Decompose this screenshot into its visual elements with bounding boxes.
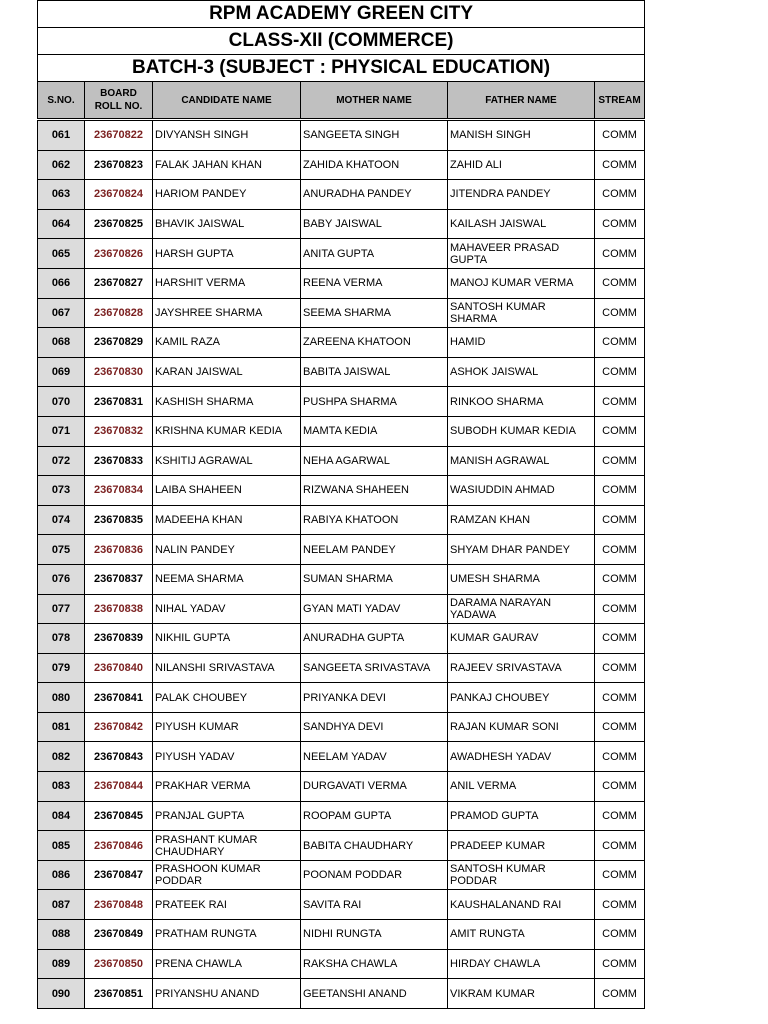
table-row	[38, 120, 645, 151]
row-board-roll-number: 23670834	[85, 476, 153, 506]
row-board-roll-number: 23670850	[85, 949, 153, 979]
row-stream: COMM	[595, 298, 645, 328]
row-serial-number: 069	[38, 357, 85, 387]
row-candidate-name: FALAK JAHAN KHAN	[153, 150, 301, 180]
row-stream: COMM	[595, 594, 645, 624]
row-stream: COMM	[595, 949, 645, 979]
row-serial-number: 082	[38, 742, 85, 772]
row-serial-number: 074	[38, 505, 85, 535]
row-board-roll-number: 23670837	[85, 564, 153, 594]
row-mother-name: NEELAM YADAV	[301, 742, 448, 772]
row-mother-name: ANURADHA GUPTA	[301, 624, 448, 654]
row-serial-number: 079	[38, 653, 85, 683]
row-board-roll-number: 23670825	[85, 209, 153, 239]
row-mother-name: BABITA JAISWAL	[301, 357, 448, 387]
row-stream: COMM	[595, 120, 645, 151]
row-candidate-name: HARSHIT VERMA	[153, 268, 301, 298]
row-stream: COMM	[595, 476, 645, 506]
row-father-name: SANTOSH KUMAR SHARMA	[448, 298, 595, 328]
row-serial-number: 070	[38, 387, 85, 417]
row-serial-number: 090	[38, 979, 85, 1009]
column-header-stream: STREAM	[595, 82, 645, 120]
column-header-candidate-name: CANDIDATE NAME	[153, 82, 301, 120]
row-candidate-name: JAYSHREE SHARMA	[153, 298, 301, 328]
row-father-name: MANISH SINGH	[448, 120, 595, 151]
row-mother-name: GEETANSHI ANAND	[301, 979, 448, 1009]
row-candidate-name: PRAKHAR VERMA	[153, 772, 301, 802]
title-row-class	[38, 28, 645, 55]
row-candidate-name: MADEEHA KHAN	[153, 505, 301, 535]
row-mother-name: ZAREENA KHATOON	[301, 328, 448, 358]
table-row	[38, 564, 645, 594]
row-mother-name: POONAM PODDAR	[301, 860, 448, 890]
row-father-name: RAMZAN KHAN	[448, 505, 595, 535]
table-row	[38, 772, 645, 802]
row-stream: COMM	[595, 920, 645, 950]
row-serial-number: 067	[38, 298, 85, 328]
row-stream: COMM	[595, 772, 645, 802]
row-serial-number: 086	[38, 860, 85, 890]
row-candidate-name: PALAK CHOUBEY	[153, 683, 301, 713]
row-candidate-name: PRIYANSHU ANAND	[153, 979, 301, 1009]
table-row	[38, 150, 645, 180]
row-father-name: VIKRAM KUMAR	[448, 979, 595, 1009]
table-row	[38, 683, 645, 713]
row-stream: COMM	[595, 268, 645, 298]
row-board-roll-number: 23670840	[85, 653, 153, 683]
row-stream: COMM	[595, 535, 645, 565]
table-row	[38, 653, 645, 683]
row-board-roll-number: 23670826	[85, 239, 153, 269]
row-father-name: AWADHESH YADAV	[448, 742, 595, 772]
table-row	[38, 535, 645, 565]
row-candidate-name: PRASHOON KUMAR PODDAR	[153, 860, 301, 890]
row-father-name: KAUSHALANAND RAI	[448, 890, 595, 920]
row-board-roll-number: 23670841	[85, 683, 153, 713]
table-row	[38, 239, 645, 269]
row-father-name: RINKOO SHARMA	[448, 387, 595, 417]
table-row	[38, 298, 645, 328]
row-candidate-name: BHAVIK JAISWAL	[153, 209, 301, 239]
row-board-roll-number: 23670838	[85, 594, 153, 624]
row-board-roll-number: 23670843	[85, 742, 153, 772]
row-mother-name: SUMAN SHARMA	[301, 564, 448, 594]
table-row	[38, 416, 645, 446]
row-father-name: AMIT RUNGTA	[448, 920, 595, 950]
row-candidate-name: PRANJAL GUPTA	[153, 801, 301, 831]
batch-title: BATCH-3 (SUBJECT : PHYSICAL EDUCATION)	[38, 55, 645, 82]
row-board-roll-number: 23670823	[85, 150, 153, 180]
row-mother-name: SANGEETA SINGH	[301, 120, 448, 151]
row-stream: COMM	[595, 831, 645, 861]
row-candidate-name: PIYUSH YADAV	[153, 742, 301, 772]
row-father-name: ZAHID ALI	[448, 150, 595, 180]
row-father-name: MANISH AGRAWAL	[448, 446, 595, 476]
row-candidate-name: HARIOM PANDEY	[153, 180, 301, 210]
row-board-roll-number: 23670849	[85, 920, 153, 950]
row-mother-name: RAKSHA CHAWLA	[301, 949, 448, 979]
table-row	[38, 328, 645, 358]
row-board-roll-number: 23670842	[85, 712, 153, 742]
row-candidate-name: KSHITIJ AGRAWAL	[153, 446, 301, 476]
row-stream: COMM	[595, 801, 645, 831]
row-father-name: ANIL VERMA	[448, 772, 595, 802]
row-stream: COMM	[595, 209, 645, 239]
row-board-roll-number: 23670839	[85, 624, 153, 654]
table-row	[38, 979, 645, 1009]
row-serial-number: 089	[38, 949, 85, 979]
row-mother-name: REENA VERMA	[301, 268, 448, 298]
row-board-roll-number: 23670835	[85, 505, 153, 535]
row-board-roll-number: 23670831	[85, 387, 153, 417]
row-mother-name: MAMTA KEDIA	[301, 416, 448, 446]
column-header-row	[38, 82, 645, 120]
row-father-name: HAMID	[448, 328, 595, 358]
row-board-roll-number: 23670833	[85, 446, 153, 476]
row-serial-number: 078	[38, 624, 85, 654]
row-father-name: DARAMA NARAYAN YADAWA	[448, 594, 595, 624]
row-mother-name: NIDHI RUNGTA	[301, 920, 448, 950]
row-candidate-name: PRASHANT KUMAR CHAUDHARY	[153, 831, 301, 861]
row-stream: COMM	[595, 446, 645, 476]
row-father-name: MANOJ KUMAR VERMA	[448, 268, 595, 298]
row-mother-name: PRIYANKA DEVI	[301, 683, 448, 713]
row-serial-number: 073	[38, 476, 85, 506]
row-mother-name: NEHA AGARWAL	[301, 446, 448, 476]
table-row	[38, 920, 645, 950]
row-father-name: MAHAVEER PRASAD GUPTA	[448, 239, 595, 269]
row-serial-number: 068	[38, 328, 85, 358]
row-stream: COMM	[595, 860, 645, 890]
row-board-roll-number: 23670824	[85, 180, 153, 210]
row-candidate-name: PRENA CHAWLA	[153, 949, 301, 979]
row-candidate-name: PRATHAM RUNGTA	[153, 920, 301, 950]
row-stream: COMM	[595, 505, 645, 535]
row-candidate-name: NEEMA SHARMA	[153, 564, 301, 594]
row-board-roll-number: 23670830	[85, 357, 153, 387]
table-row	[38, 387, 645, 417]
row-mother-name: NEELAM PANDEY	[301, 535, 448, 565]
column-header-roll: BOARD ROLL NO.	[85, 82, 153, 120]
row-board-roll-number: 23670844	[85, 772, 153, 802]
column-header-father-name: FATHER NAME	[448, 82, 595, 120]
row-mother-name: ZAHIDA KHATOON	[301, 150, 448, 180]
row-serial-number: 075	[38, 535, 85, 565]
row-candidate-name: DIVYANSH SINGH	[153, 120, 301, 151]
table-row	[38, 712, 645, 742]
row-board-roll-number: 23670827	[85, 268, 153, 298]
title-row-batch	[38, 55, 645, 82]
row-serial-number: 062	[38, 150, 85, 180]
row-father-name: WASIUDDIN AHMAD	[448, 476, 595, 506]
row-stream: COMM	[595, 979, 645, 1009]
row-board-roll-number: 23670822	[85, 120, 153, 151]
row-mother-name: ANURADHA PANDEY	[301, 180, 448, 210]
row-stream: COMM	[595, 357, 645, 387]
row-stream: COMM	[595, 890, 645, 920]
row-mother-name: RABIYA KHATOON	[301, 505, 448, 535]
table-row	[38, 860, 645, 890]
row-father-name: PANKAJ CHOUBEY	[448, 683, 595, 713]
row-candidate-name: NALIN PANDEY	[153, 535, 301, 565]
column-header-sno: S.NO.	[38, 82, 85, 120]
row-board-roll-number: 23670829	[85, 328, 153, 358]
row-father-name: KUMAR GAURAV	[448, 624, 595, 654]
row-serial-number: 071	[38, 416, 85, 446]
row-serial-number: 077	[38, 594, 85, 624]
table-row	[38, 594, 645, 624]
row-candidate-name: KASHISH SHARMA	[153, 387, 301, 417]
row-mother-name: BABY JAISWAL	[301, 209, 448, 239]
row-stream: COMM	[595, 564, 645, 594]
row-serial-number: 081	[38, 712, 85, 742]
row-candidate-name: NIKHIL GUPTA	[153, 624, 301, 654]
row-mother-name: BABITA CHAUDHARY	[301, 831, 448, 861]
row-stream: COMM	[595, 150, 645, 180]
row-stream: COMM	[595, 416, 645, 446]
row-serial-number: 085	[38, 831, 85, 861]
school-title: RPM ACADEMY GREEN CITY	[38, 1, 645, 28]
row-father-name: SHYAM DHAR PANDEY	[448, 535, 595, 565]
row-board-roll-number: 23670848	[85, 890, 153, 920]
table-row	[38, 209, 645, 239]
row-board-roll-number: 23670851	[85, 979, 153, 1009]
row-serial-number: 088	[38, 920, 85, 950]
table-row	[38, 949, 645, 979]
row-mother-name: GYAN MATI YADAV	[301, 594, 448, 624]
row-stream: COMM	[595, 653, 645, 683]
row-mother-name: PUSHPA SHARMA	[301, 387, 448, 417]
row-serial-number: 066	[38, 268, 85, 298]
row-serial-number: 084	[38, 801, 85, 831]
table-row	[38, 268, 645, 298]
row-mother-name: ANITA GUPTA	[301, 239, 448, 269]
row-father-name: JITENDRA PANDEY	[448, 180, 595, 210]
row-father-name: HIRDAY CHAWLA	[448, 949, 595, 979]
row-mother-name: RIZWANA SHAHEEN	[301, 476, 448, 506]
table-row	[38, 357, 645, 387]
row-board-roll-number: 23670828	[85, 298, 153, 328]
table-row	[38, 624, 645, 654]
row-board-roll-number: 23670846	[85, 831, 153, 861]
row-stream: COMM	[595, 239, 645, 269]
row-mother-name: SEEMA SHARMA	[301, 298, 448, 328]
table-row	[38, 890, 645, 920]
row-mother-name: SANDHYA DEVI	[301, 712, 448, 742]
table-row	[38, 505, 645, 535]
row-candidate-name: HARSH GUPTA	[153, 239, 301, 269]
row-serial-number: 063	[38, 180, 85, 210]
row-candidate-name: NIHAL YADAV	[153, 594, 301, 624]
row-father-name: PRAMOD GUPTA	[448, 801, 595, 831]
row-stream: COMM	[595, 328, 645, 358]
row-candidate-name: KAMIL RAZA	[153, 328, 301, 358]
row-stream: COMM	[595, 712, 645, 742]
row-serial-number: 080	[38, 683, 85, 713]
row-candidate-name: NILANSHI SRIVASTAVA	[153, 653, 301, 683]
row-father-name: RAJAN KUMAR SONI	[448, 712, 595, 742]
table-row	[38, 801, 645, 831]
row-board-roll-number: 23670845	[85, 801, 153, 831]
row-candidate-name: KARAN JAISWAL	[153, 357, 301, 387]
row-stream: COMM	[595, 180, 645, 210]
column-header-mother-name: MOTHER NAME	[301, 82, 448, 120]
row-stream: COMM	[595, 683, 645, 713]
row-stream: COMM	[595, 742, 645, 772]
row-mother-name: ROOPAM GUPTA	[301, 801, 448, 831]
row-father-name: PRADEEP KUMAR	[448, 831, 595, 861]
row-stream: COMM	[595, 624, 645, 654]
table-row	[38, 476, 645, 506]
title-row-school	[38, 1, 645, 28]
row-board-roll-number: 23670832	[85, 416, 153, 446]
row-candidate-name: PIYUSH KUMAR	[153, 712, 301, 742]
row-candidate-name: KRISHNA KUMAR KEDIA	[153, 416, 301, 446]
row-serial-number: 065	[38, 239, 85, 269]
table-row	[38, 831, 645, 861]
row-candidate-name: LAIBA SHAHEEN	[153, 476, 301, 506]
row-father-name: SANTOSH KUMAR PODDAR	[448, 860, 595, 890]
row-serial-number: 064	[38, 209, 85, 239]
row-serial-number: 083	[38, 772, 85, 802]
row-candidate-name: PRATEEK RAI	[153, 890, 301, 920]
class-title: CLASS-XII (COMMERCE)	[38, 28, 645, 55]
row-father-name: RAJEEV SRIVASTAVA	[448, 653, 595, 683]
student-list-sheet	[37, 0, 644, 1009]
row-father-name: KAILASH JAISWAL	[448, 209, 595, 239]
row-mother-name: DURGAVATI VERMA	[301, 772, 448, 802]
row-father-name: UMESH SHARMA	[448, 564, 595, 594]
row-mother-name: SANGEETA SRIVASTAVA	[301, 653, 448, 683]
row-serial-number: 087	[38, 890, 85, 920]
table-row	[38, 742, 645, 772]
row-stream: COMM	[595, 387, 645, 417]
row-serial-number: 076	[38, 564, 85, 594]
row-serial-number: 072	[38, 446, 85, 476]
row-mother-name: SAVITA RAI	[301, 890, 448, 920]
row-board-roll-number: 23670836	[85, 535, 153, 565]
student-table	[37, 0, 645, 1009]
row-board-roll-number: 23670847	[85, 860, 153, 890]
row-serial-number: 061	[38, 120, 85, 151]
table-row	[38, 446, 645, 476]
row-father-name: ASHOK JAISWAL	[448, 357, 595, 387]
table-row	[38, 180, 645, 210]
row-father-name: SUBODH KUMAR KEDIA	[448, 416, 595, 446]
